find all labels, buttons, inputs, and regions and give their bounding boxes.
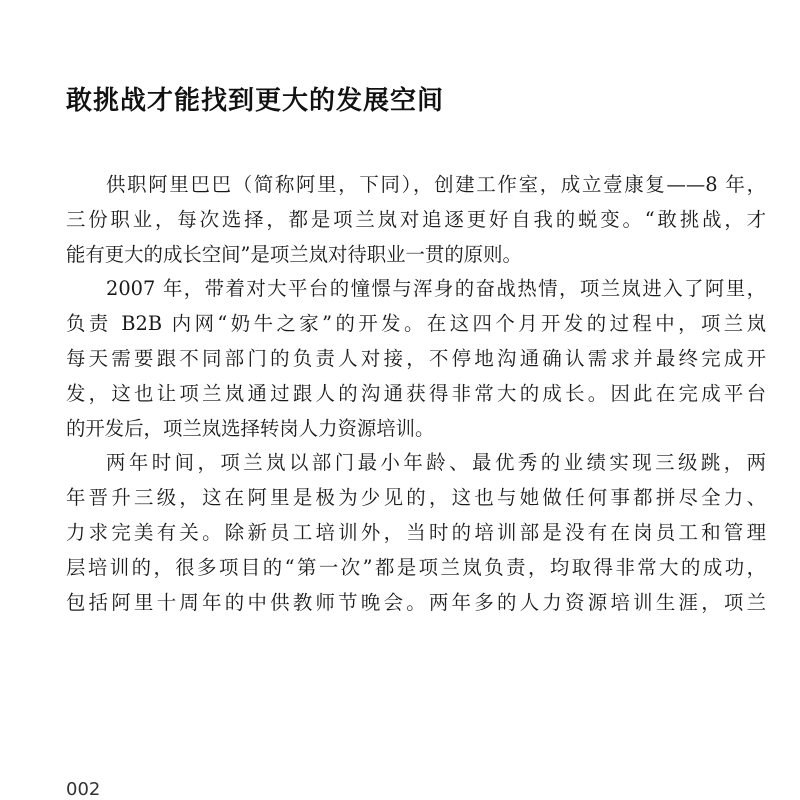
paragraph-line: 的开发后，项兰岚选择转岗人力资源培训。 xyxy=(66,416,435,440)
paragraph-line: 力求完美有关。除新员工培训外，当时的培训部是没有在岗员工和管理 xyxy=(66,520,766,544)
paragraph-line: 负责 B2B 内网“奶牛之家”的开发。在这四个月开发的过程中，项兰岚 xyxy=(66,312,766,336)
paragraph-line: 三份职业，每次选择，都是项兰岚对追逐更好自我的蜕变。“敢挑战，才 xyxy=(66,207,766,231)
paragraph-line: 每天需要跟不同部门的负责人对接，不停地沟通确认需求并最终完成开 xyxy=(66,346,766,370)
paragraph-line: 能有更大的成长空间”是项兰岚对待职业一贯的原则。 xyxy=(66,242,522,266)
paragraph-2 xyxy=(66,272,766,446)
paragraph-1 xyxy=(66,168,766,272)
section-heading: 敢挑战才能找到更大的发展空间 xyxy=(66,86,445,116)
paragraph-line: 两年时间，项兰岚以部门最小年龄、最优秀的业绩实现三级跳，两 xyxy=(106,451,766,475)
paragraph-line: 发，这也让项兰岚通过跟人的沟通获得非常大的成长。因此在完成平台 xyxy=(66,381,766,405)
paragraph-line: 2007 年，带着对大平台的憧憬与浑身的奋战热情，项兰岚进入了阿里， xyxy=(106,277,766,301)
page-number: 002 xyxy=(66,779,101,800)
body-text xyxy=(66,168,766,620)
paragraph-line: 年晋升三级，这在阿里是极为少见的，这也与她做任何事都拼尽全力、 xyxy=(66,486,766,510)
paragraph-line: 包括阿里十周年的中供教师节晚会。两年多的人力资源培训生涯，项兰 xyxy=(66,590,766,614)
paragraph-line: 层培训的，很多项目的“第一次”都是项兰岚负责，均取得非常大的成功， xyxy=(66,555,766,579)
paragraph-line: 供职阿里巴巴（简称阿里，下同），创建工作室，成立壹康复——8 年， xyxy=(106,173,766,196)
paragraph-3 xyxy=(66,446,766,620)
